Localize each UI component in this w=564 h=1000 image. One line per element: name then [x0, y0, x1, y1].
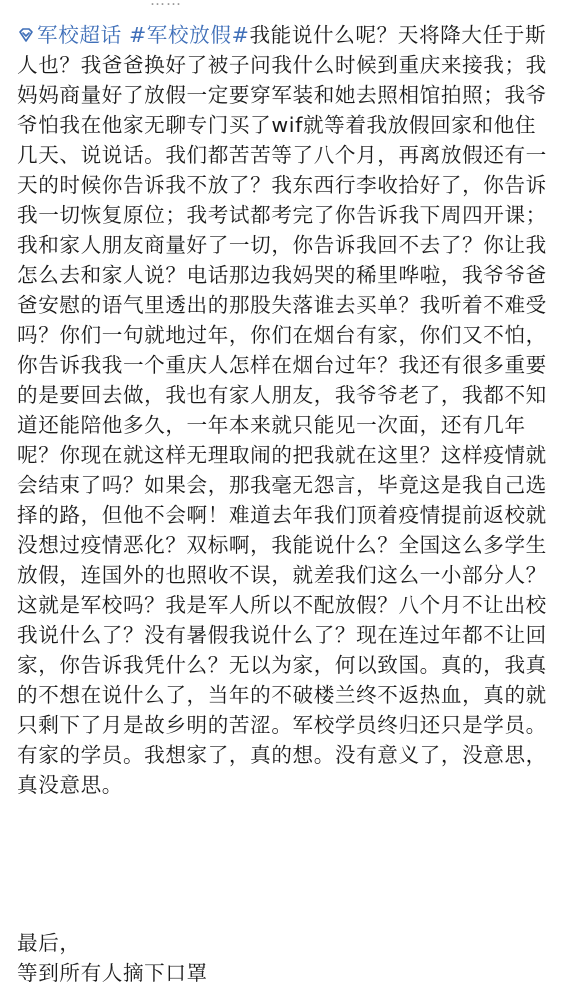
closing-line-2: 等到所有人摘下口罩: [17, 961, 208, 985]
cut-off-header-text: ……: [150, 0, 182, 9]
post-closing: [17, 928, 208, 988]
hashtag-link[interactable]: #军校放假#: [128, 23, 250, 47]
cut-off-header: [0, 0, 564, 14]
post-text: 我能说什么呢？天将降大任于斯人也？我爸爸换好了被子问我什么时候到重庆来接我；我妈妈商量好了放假一定要穿军装和她去照相馆拍照；我爷爷怕我在他家无聊专门买了wif就等着我放假回家和他住几天、说说话。我们都苦苦等了八个月，再离放假还有一天的时候你告诉我不放了？我东西行李收拾好了，你告诉我一切恢复原位；我考试都考完了你告诉我下周四开课；我和家人朋友商量好了一切，你告诉我回不去了？你让我怎么去和家人说？电话那边我妈哭的稀里哗啦，我爷爷爸爸安慰的语气里透出的那股失落谁去买单？我听着不难受吗？你们一句就地过年，你们在烟台有家，你们又不怕，你告诉我我一个重庆人怎样在烟台过年？我还有很多重要的是要回去做，我也有家人朋友，我爷爷老了，我都不知道还能陪他多久，一年本来就只能见一次面，还有几年呢？你现在就这样无理取闹的把我就在这里？这样疫情就会结束了吗？如果会，那我毫无怨言，毕竟这是我自己选择的路，但他不会啊！难道去年我们顶着疫情提前返校就没想过疫情恶化？双标啊，我能说什么？全国这么多学生放假，连国外的也照收不误，就差我们这么一小部分人？这就是军校吗？我是军人所以不配放假？八个月不让出校我说什么了？没有暑假我说什么了？现在连过年都不让回家，你告诉我凭什么？无以为家，何以致国。真的，我真的不想在说什么了，当年的不破楼兰终不返热血，真的就只剩下了月是故乡明的苦涩。军校学员终归还只是学员。有家的学员。我想家了，真的想。没有意义了，没意思，真没意思。: [17, 23, 547, 797]
closing-line-1: 最后，: [17, 931, 81, 955]
post-body: [17, 20, 549, 800]
supertopic-diamond-icon: [17, 26, 35, 44]
supertopic-link[interactable]: [17, 23, 129, 47]
supertopic-label: 军校超话: [37, 23, 122, 47]
